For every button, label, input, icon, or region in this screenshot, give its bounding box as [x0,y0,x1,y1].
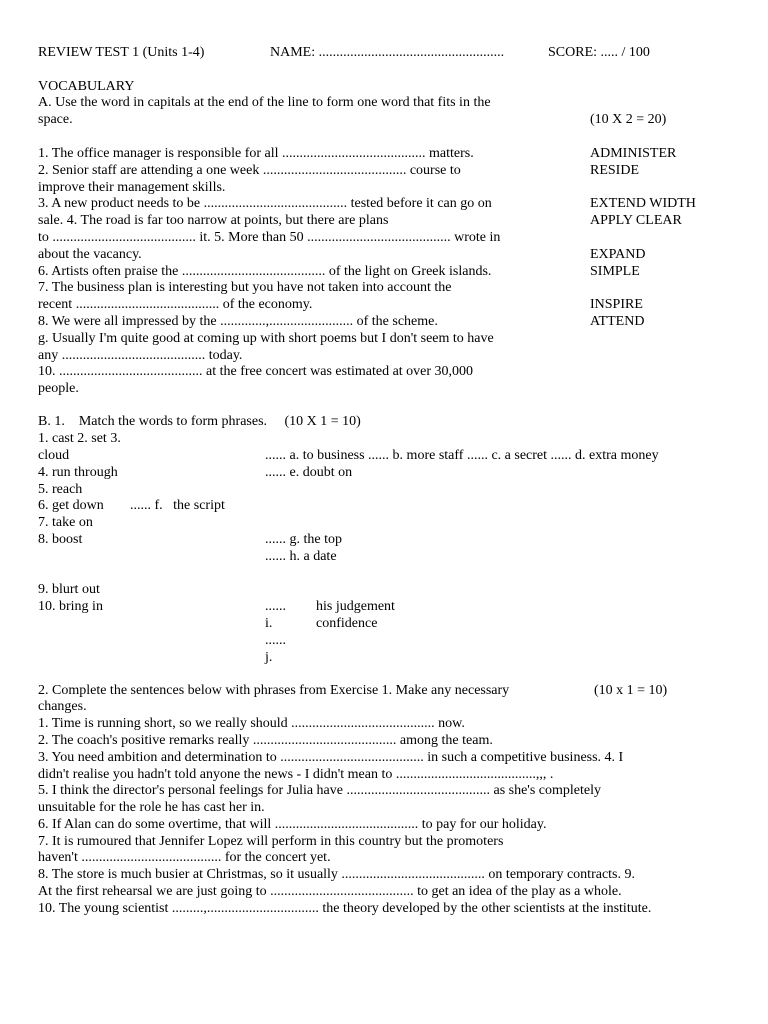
match-phrase: his judgement [316,599,395,614]
sentence-line: 7. It is rumoured that Jennifer Lopez will perform in this country but the promoters [38,834,504,849]
match-option-i: i. [265,616,273,631]
question-line: to ......................................... it. 5. More than 50 ......................................... wrote in [38,230,501,245]
match-left-item: 10. bring in [38,599,103,614]
match-option-f: ...... f. the script [130,498,225,513]
sentence-line: 10. The young scientist .........,................................ the theory developed by the other scientists at the institute. [38,901,652,916]
question-line: improve their management skills. [38,180,226,195]
question-line: 2. Senior staff are attending a one week ......................................... course to [38,163,461,178]
section-b-heading: B. 1. Match the words to form phrases. (10 X 1 = 10) [38,414,361,429]
sentence-line: 5. I think the director's personal feelings for Julia have ......................................... as she's completely [38,783,601,798]
sentence-line: 3. You need ambition and determination to ......................................... in such a competitive business. 4. I [38,750,624,765]
match-blank: ...... [265,633,286,648]
question-line: people. [38,381,79,396]
test-title: REVIEW TEST 1 (Units 1-4) [38,45,205,60]
sentence-line: At the first rehearsal we are just going to ......................................... to get an idea of the play as a whole. [38,884,622,899]
match-left-item: 5. reach [38,482,83,497]
question-line: 1. The office manager is responsible for all ......................................... matters. [38,146,474,161]
question-line: 7. The business plan is interesting but you have not taken into account the [38,280,452,295]
match-right-options: ...... a. to business ...... b. more staff ...... c. a secret ...... d. extra money [265,448,659,463]
match-left-item: 4. run through [38,465,118,480]
score-label: SCORE: ..... / 100 [548,45,650,60]
match-option-h: ...... h. a date [265,549,337,564]
sentence-line: 6. If Alan can do some overtime, that will ......................................... to pay for our holiday. [38,817,547,832]
sentence-line: 8. The store is much busier at Christmas, so it usually ......................................... on temporary contracts. 9. [38,867,635,882]
question-line: any ......................................... today. [38,348,243,363]
section-c-points: (10 x 1 = 10) [594,683,668,698]
section-a-instruction: A. Use the word in capitals at the end of the line to form one word that fits in the [38,95,491,110]
name-field-label: NAME: ..................................................... [270,45,505,60]
section-a-points: (10 X 2 = 20) [590,112,667,127]
section-a-instruction-cont: space. [38,112,73,127]
match-left-item: 8. boost [38,532,83,547]
question-line: 10. ......................................... at the free concert was estimated at over 30,000 [38,364,474,379]
capital-word: EXPAND [590,247,646,262]
capital-word: ADMINISTER [590,146,677,161]
match-option-e: ...... e. doubt on [265,465,353,480]
match-left-item: 7. take on [38,515,93,530]
section-c-instruction: 2. Complete the sentences below with phrases from Exercise 1. Make any necessary [38,683,510,698]
capital-word: INSPIRE [590,297,643,312]
capital-word: EXTEND WIDTH [590,196,696,211]
match-left-item: 1. cast 2. set 3. [38,431,121,446]
sentence-line: haven't ........................................ for the concert yet. [38,850,331,865]
capital-word: RESIDE [590,163,639,178]
match-left-item: cloud [38,448,70,463]
sentence-line: didn't realise you hadn't told anyone the news - I didn't mean to ........................................,,, . [38,767,554,782]
match-left-item: 9. blurt out [38,582,100,597]
match-option-g: ...... g. the top [265,532,342,547]
question-line: 6. Artists often praise the ......................................... of the light on Greek islands. [38,264,492,279]
match-blank: ...... [265,599,286,614]
section-c-instruction-cont: changes. [38,699,87,714]
sentence-line: 1. Time is running short, so we really should ......................................... now. [38,716,465,731]
match-phrase: confidence [316,616,378,631]
capital-word: ATTEND [590,314,645,329]
question-line: g. Usually I'm quite good at coming up with short poems but I don't seem to have [38,331,494,346]
question-line: recent ......................................... of the economy. [38,297,313,312]
question-line: about the vacancy. [38,247,142,262]
section-heading-vocabulary: VOCABULARY [38,79,135,94]
question-line: 8. We were all impressed by the .............,........................ of the scheme. [38,314,438,329]
sentence-line: 2. The coach's positive remarks really ......................................... among the team. [38,733,493,748]
question-line: 3. A new product needs to be ......................................... tested before it can go on [38,196,492,211]
match-option-j: j. [265,650,273,665]
capital-word: SIMPLE [590,264,640,279]
match-left-item: 6. get down [38,498,104,513]
sentence-line: unsuitable for the role he has cast her in. [38,800,265,815]
question-line: sale. 4. The road is far too narrow at points, but there are plans [38,213,389,228]
capital-word: APPLY CLEAR [590,213,682,228]
